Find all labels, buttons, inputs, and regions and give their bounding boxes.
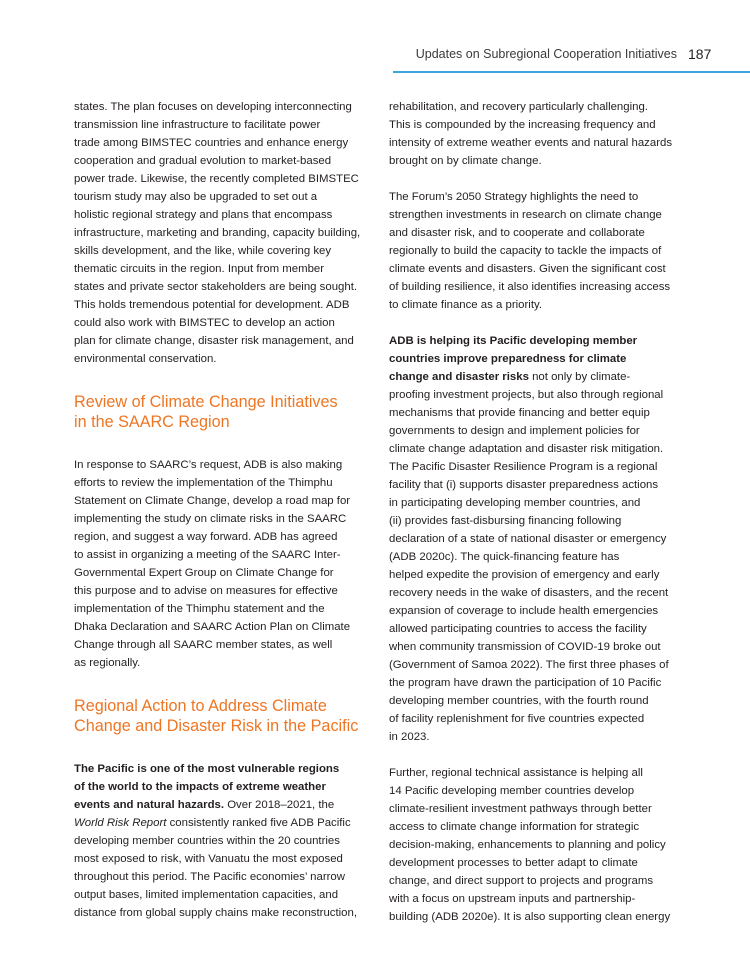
text-line: infrastructure, marketing and branding, capacity building, [74,227,361,239]
text-line [389,332,685,350]
text-line: power trade. Likewise, the recently completed BIMSTEC [74,173,359,185]
text-line: trade among BIMSTEC countries and enhance energy [74,137,349,149]
text-line: could also work with BIMSTEC to develop an action [74,317,335,329]
text-line: building (ADB 2020e). It is also supporting clean energy [389,911,671,923]
bold-lead-text: The Pacific is one of the most vulnerable regions [74,763,340,775]
text-line: holistic regional strategy and plans that encompass [74,209,333,221]
text-line: developing member countries within the 20 countries [74,835,340,847]
text-line: The Pacific Disaster Resilience Program is a regional [389,461,658,473]
heading-line: Review of Climate Change Initiatives [74,393,338,411]
right-column [389,98,685,926]
text-line: helped expedite the provision of emergency and early [389,569,660,581]
text-line: This is compounded by the increasing frequency and [389,119,656,131]
text-line: thematic circuits in the region. Input from member [74,263,325,275]
text-line: allowed participating countries to access the facility [389,623,647,635]
text-line: tourism study may also be upgraded to set out a [74,191,318,203]
text-line: development processes to better adapt to climate [389,857,638,869]
text-line: The Forum’s 2050 Strategy highlights the need to [389,191,639,203]
text-line: climate-resilient investment pathways through better [389,803,652,815]
text-line: with a focus on upstream inputs and partnership- [389,893,636,905]
paragraph-pacific-vulnerability [74,760,370,922]
text-line: Dhaka Declaration and SAARC Action Plan on Climate [74,621,351,633]
text-line: environmental conservation. [74,353,217,365]
report-title: World Risk Report [74,817,167,829]
text-line: implementing the study on climate risks in the SAARC [74,513,347,525]
bold-lead-text: events and natural hazards. [74,799,225,811]
text-line: this purpose and to advise on measures for effective [74,585,338,597]
text-line: most exposed to risk, with Vanuatu the most exposed [74,853,343,865]
text-line: states and private sector stakeholders are being sought. [74,281,358,293]
text-line: and disaster risk, and to cooperate and collaborate [389,227,645,239]
text-line: as regionally. [74,657,141,669]
text-line: governments to design and implement policies for [389,425,640,437]
text-line: Governmental Expert Group on Climate Change for [74,567,334,579]
text-line: in 2023. [389,731,430,743]
heading-line: Regional Action to Address Climate [74,697,327,715]
page-number: 187 [688,46,712,62]
text-line: of building resilience, it also identifies increasing access [389,281,671,293]
running-header: Updates on Subregional Cooperation Initiatives [415,47,677,61]
left-column [74,98,370,922]
text-line: developing member countries, with the fourth round [389,695,649,707]
paragraph-technical-assistance [389,764,685,926]
text-line: This holds tremendous potential for development. ADB [74,299,350,311]
text-line: transmission line infrastructure to facilitate power [74,119,321,131]
bold-lead-text: change and disaster risks [389,371,529,383]
text-line [389,350,685,368]
text-line [74,814,370,832]
text-line: states. The plan focuses on developing interconnecting [74,101,352,113]
text-line: access to climate change information for strategic [389,821,640,833]
text-line: skills development, and the like, while covering key [74,245,332,257]
paragraph-saarc-review [74,456,370,672]
text-line: throughout this period. The Pacific economies’ narrow [74,871,345,883]
bold-lead-text: countries improve preparedness for climate [389,353,627,365]
text-line: proofing investment projects, but also through regional [389,389,664,401]
text-line: 14 Pacific developing member countries develop [389,785,635,797]
text-line: when community transmission of COVID-19 broke out [389,641,661,653]
text-run: Over 2018–2021, the [224,799,335,811]
text-line [74,778,370,796]
text-line: regionally to build the capacity to tackle the impacts of [389,245,662,257]
paragraph-adb-preparedness [389,332,685,746]
text-line: (Government of Samoa 2022). The first three phases of [389,659,669,671]
text-line: in participating developing member countries, and [389,497,641,509]
heading-line: in the SAARC Region [74,413,230,431]
text-line: strengthen investments in research on climate change [389,209,662,221]
text-line: climate events and disasters. Given the significant cost [389,263,666,275]
text-run: not only by climate- [528,371,631,383]
text-line: Further, regional technical assistance is helping all [389,767,643,779]
text-line: to climate finance as a priority. [389,299,542,311]
header-rule [393,71,750,73]
text-line: output bases, limited implementation capacities, and [74,889,339,901]
text-line: the program have drawn the participation of 10 Pacific [389,677,662,689]
text-line: mechanisms that provide financing and better equip [389,407,650,419]
text-line: recovery needs in the wake of disasters, and the recent [389,587,669,599]
bold-lead-text: ADB is helping its Pacific developing member [389,335,638,347]
text-line: (ii) provides fast-disbursing financing following [389,515,622,527]
paragraph-forum-strategy [389,188,685,314]
text-line: In response to SAARC’s request, ADB is also making [74,459,343,471]
section-heading-pacific-climate [74,696,370,736]
text-run: consistently ranked five ADB Pacific [166,817,351,829]
text-line: of facility replenishment for five countries expected [389,713,645,725]
text-line: declaration of a state of national disaster or emergency [389,533,667,545]
text-line: plan for climate change, disaster risk management, and [74,335,354,347]
text-line [74,760,370,778]
text-line: expansion of coverage to include health emergencies [389,605,659,617]
paragraph-recovery-challenge [389,98,685,170]
text-line: region, and suggest a way forward. ADB has agreed [74,531,338,543]
text-line: intensity of extreme weather events and natural hazards [389,137,673,149]
heading-line: Change and Disaster Risk in the Pacific [74,717,359,735]
text-line: implementation of the Thimphu statement and the [74,603,325,615]
text-line [74,796,370,814]
text-line: brought on by climate change. [389,155,542,167]
text-line: efforts to review the implementation of the Thimphu [74,477,333,489]
bold-lead-text: of the world to the impacts of extreme weather [74,781,326,793]
text-line: cooperation and gradual evolution to market-based [74,155,332,167]
text-line: Change through all SAARC member states, as well [74,639,333,651]
text-line: to assist in organizing a meeting of the SAARC Inter- [74,549,341,561]
section-heading-saarc-climate [74,392,370,432]
text-line: facility that (i) supports disaster preparedness actions [389,479,659,491]
text-line: rehabilitation, and recovery particularly challenging. [389,101,648,113]
text-line [389,368,685,386]
text-line: change, and direct support to projects and programs [389,875,654,887]
text-line: distance from global supply chains make reconstruction, [74,907,358,919]
text-line: (ADB 2020c). The quick-financing feature has [389,551,620,563]
paragraph-bimstec-continued [74,98,370,368]
text-line: climate change adaptation and disaster risk mitigation. [389,443,664,455]
text-line: decision-making, enhancements to planning and policy [389,839,666,851]
text-line: Statement on Climate Change, develop a road map for [74,495,351,507]
